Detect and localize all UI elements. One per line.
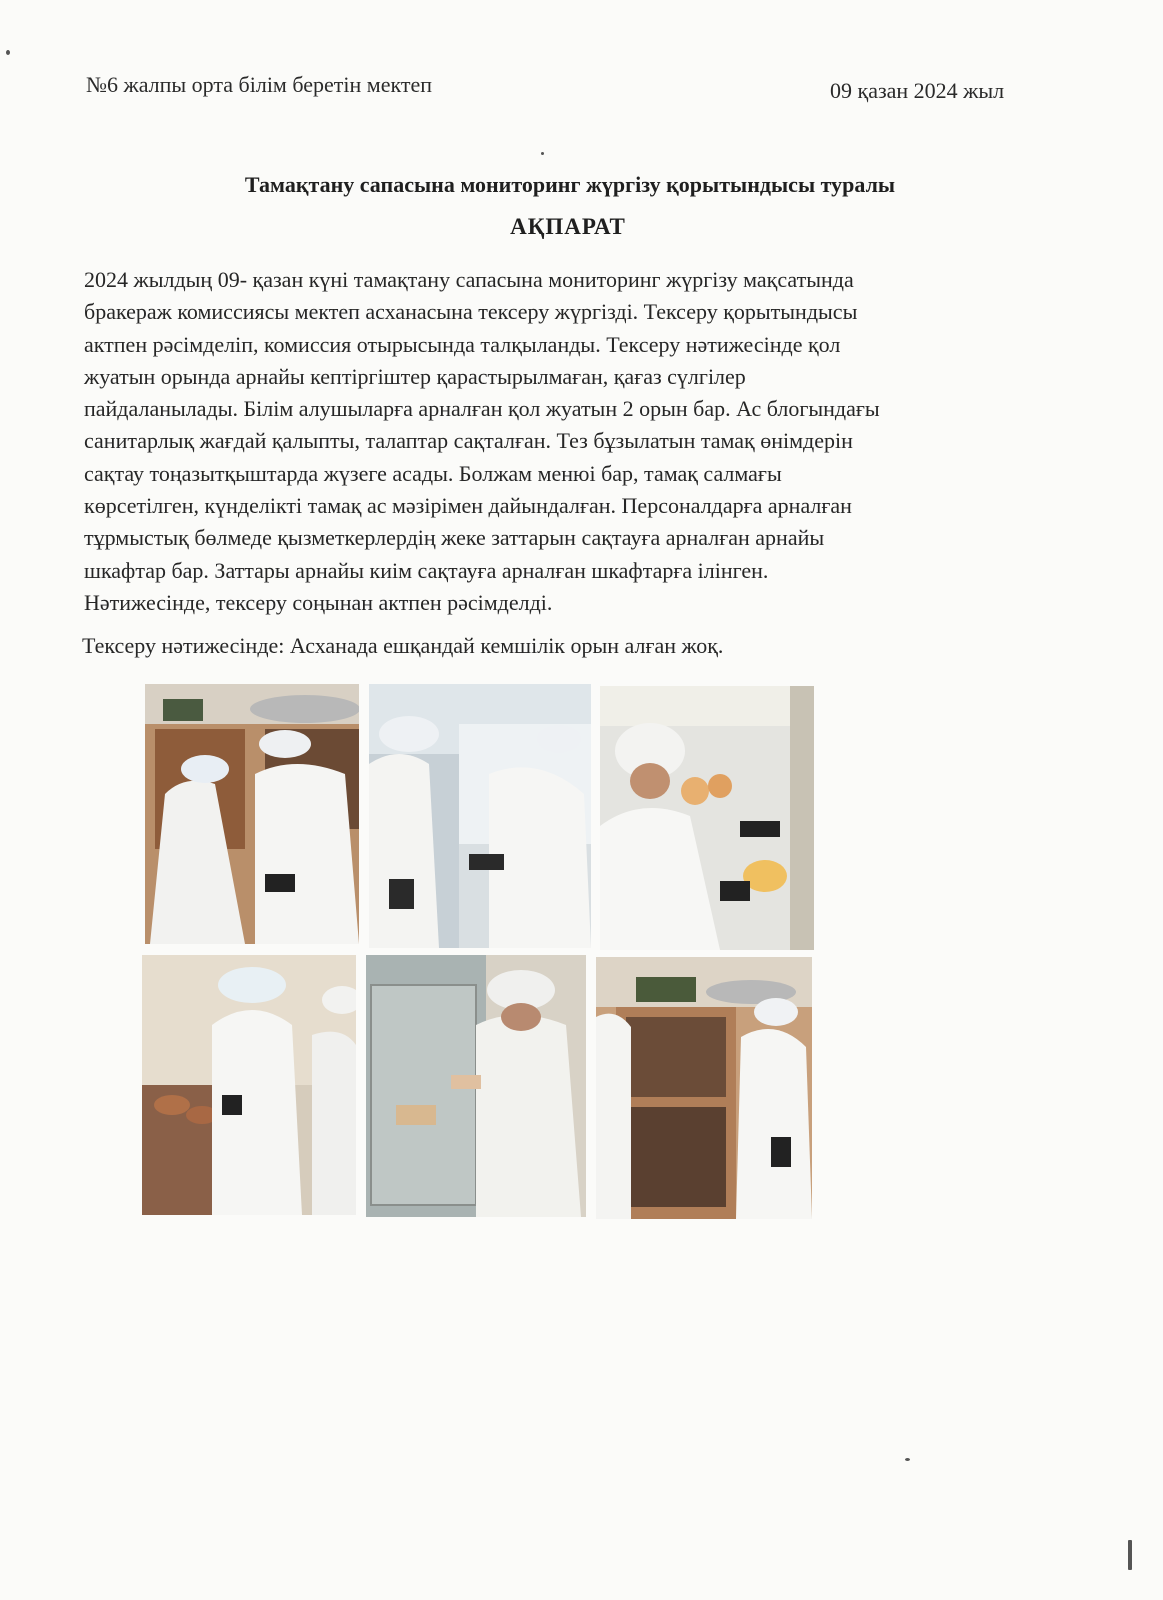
document-title: Тамақтану сапасына мониторинг жүргізу қорытындысы туралы bbox=[244, 172, 896, 197]
conclusion-text: Тексеру нәтижесінде: Асханада ешқандай кемшілік орын алған жоқ. bbox=[82, 633, 724, 658]
kitchen-photo-6 bbox=[596, 957, 812, 1219]
scan-speck bbox=[6, 50, 10, 55]
school-name: №6 жалпы орта білім беретін мектеп bbox=[86, 72, 433, 97]
body-paragraph bbox=[84, 264, 1044, 619]
document-date: 09 қазан 2024 жыл bbox=[830, 78, 1005, 103]
scan-speck bbox=[905, 1458, 910, 1461]
kitchen-photo-2 bbox=[369, 684, 591, 948]
body-line: бракераж комиссиясы мектеп асханасына тексеру жүргізді. Тексеру қорытындысы bbox=[84, 299, 858, 325]
kitchen-photo-3 bbox=[600, 686, 814, 950]
kitchen-photo-1 bbox=[145, 684, 359, 944]
body-line: Нәтижесінде, тексеру соңынан актпен рәсімделді. bbox=[84, 589, 553, 615]
body-line: санитарлық жағдай қалыпты, талаптар сақталған. Тез бұзылатын тамақ өнімдерін bbox=[84, 428, 853, 454]
body-line: жуатын орында арнайы кептіргіштер қарастырылмаған, қағаз сүлгілер bbox=[84, 363, 746, 389]
document-subtitle: АҚПАРАТ bbox=[510, 214, 626, 239]
body-line: тұрмыстық бөлмеде қызметкерлердің жеке заттарын сақтауға арналған арнайы bbox=[84, 525, 825, 551]
scan-speck bbox=[541, 152, 544, 155]
body-line: көрсетілген, күнделікті тамақ ас мәзірімен дайындалған. Персоналдарға арналған bbox=[84, 493, 852, 519]
body-line: сақтау тоңазытқыштарда жүзеге асады. Болжам менюі бар, тамақ салмағы bbox=[84, 460, 782, 486]
body-line: пайдаланылады. Білім алушыларға арналған қол жуатын 2 орын бар. Ас блогындағы bbox=[84, 396, 880, 422]
scan-speck bbox=[1128, 1540, 1132, 1570]
body-line: актпен рәсімделіп, комиссия отырысында талқыланды. Тексеру нәтижесінде қол bbox=[84, 331, 841, 357]
kitchen-photo-4 bbox=[142, 955, 356, 1215]
body-line: 2024 жылдың 09- қазан күні тамақтану сапасына мониторинг жүргізу мақсатында bbox=[84, 267, 854, 292]
body-line: шкафтар бар. Заттары арнайы киім сақтауға арналған шкафтарға ілінген. bbox=[84, 557, 769, 583]
kitchen-photo-5 bbox=[366, 955, 586, 1217]
